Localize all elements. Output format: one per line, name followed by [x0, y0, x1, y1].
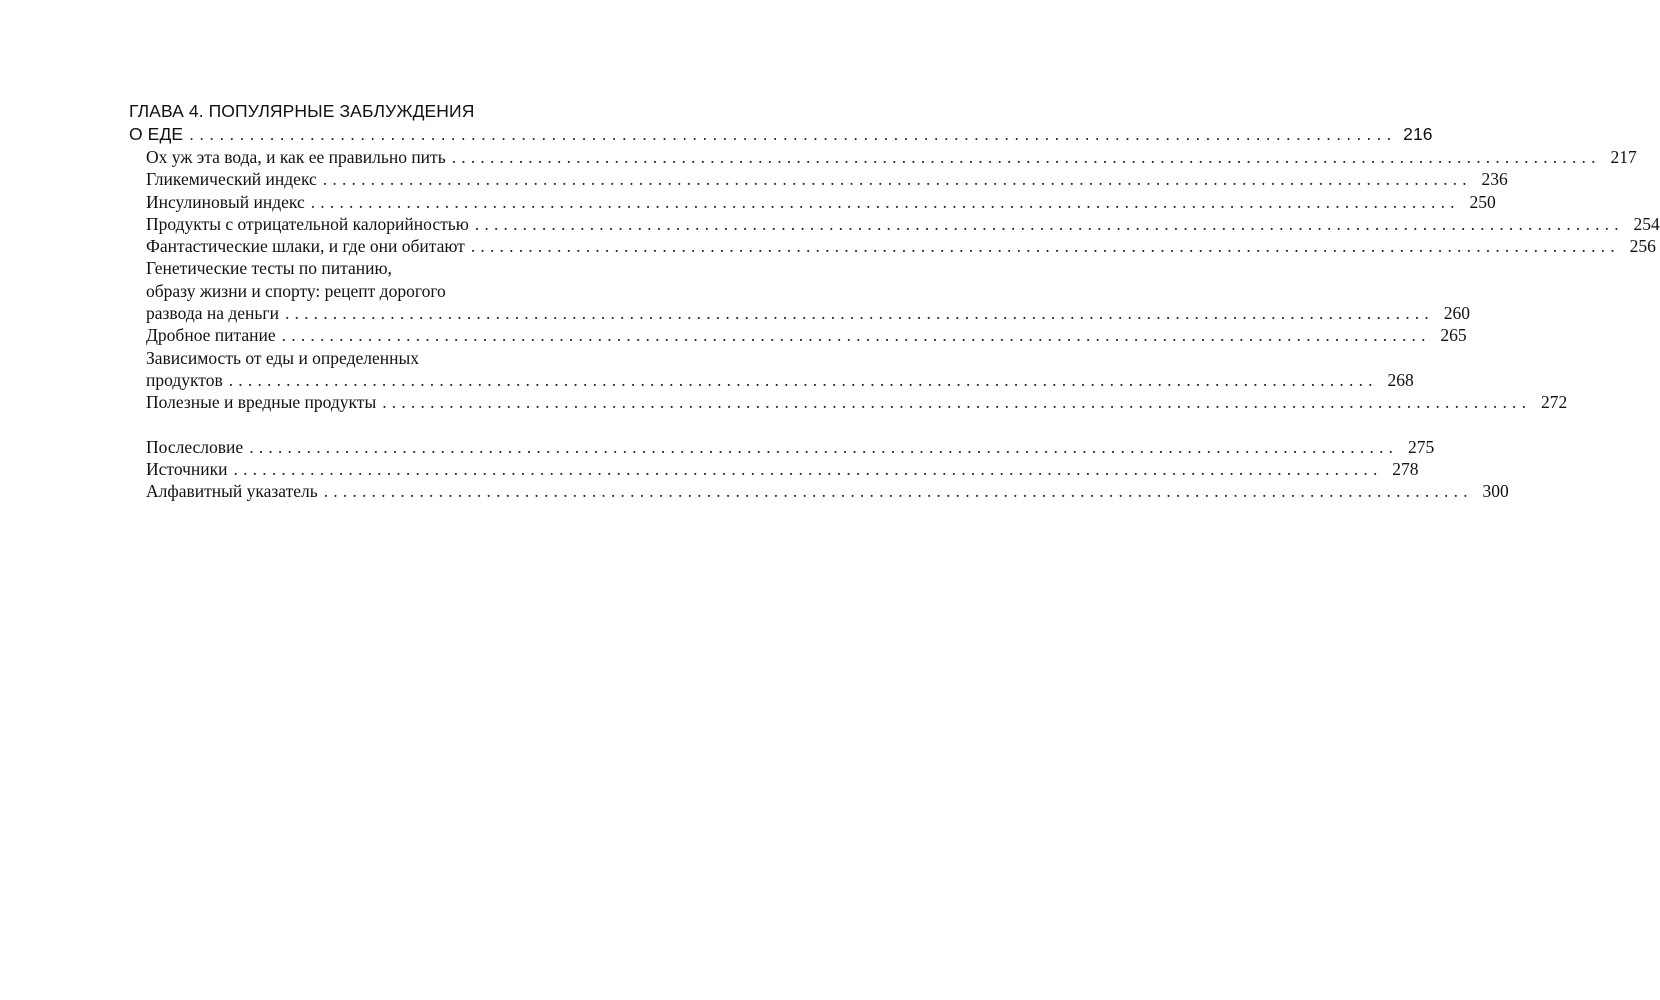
- dot-leader: ........................................................................................................................: [233, 458, 1383, 479]
- dot-leader: ........................................................................................................................: [474, 213, 1624, 234]
- dot-leader: ........................................................................................................................: [470, 236, 1620, 257]
- toc-page-number: 268: [1387, 369, 1414, 390]
- dot-leader: ........................................................................................................................: [189, 124, 1397, 144]
- toc-entry-title: продуктов: [146, 369, 223, 390]
- toc-entry-title: Продукты с отрицательной калорийностью: [146, 213, 469, 234]
- toc-entry[interactable]: [129, 369, 1414, 391]
- toc-entry[interactable]: [129, 458, 1419, 480]
- section-gap: [129, 414, 563, 436]
- toc-page-number: 300: [1482, 481, 1509, 502]
- chapter-title-line1: ГЛАВА 4. ПОПУЛЯРНЫЕ ЗАБЛУЖДЕНИЯ: [129, 101, 475, 121]
- toc-entry-line: Генетические тесты по питанию,: [146, 258, 392, 279]
- toc-page-number: 275: [1407, 436, 1435, 457]
- toc-entry-title: Гликемический индекс: [146, 169, 317, 190]
- dot-leader: ........................................................................................................................: [382, 392, 1532, 413]
- toc-entry-title: Источники: [146, 458, 228, 479]
- chapter-title-row: [129, 123, 1433, 146]
- toc-entry-title: Алфавитный указатель: [146, 481, 318, 502]
- dot-leader: ........................................................................................................................: [310, 191, 1460, 212]
- dot-leader: ........................................................................................................................: [249, 436, 1399, 457]
- toc-page-number: 254: [1633, 213, 1660, 234]
- toc-entry[interactable]: [129, 480, 1509, 502]
- toc-entry[interactable]: [129, 391, 1568, 413]
- toc-page-number: 256: [1629, 236, 1656, 257]
- dot-leader: ........................................................................................................................: [228, 369, 1378, 390]
- dot-leader: ........................................................................................................................: [281, 325, 1431, 346]
- dot-leader: ........................................................................................................................: [284, 303, 1434, 324]
- toc-page-number: 236: [1481, 169, 1508, 190]
- chapter-page-number: 216: [1403, 124, 1433, 144]
- toc-page-number: 217: [1610, 147, 1637, 167]
- toc-entry-title: Ох уж эта вода, и как ее правильно пить: [146, 147, 446, 167]
- toc-entry-line: Зависимость от еды и определенных: [146, 347, 419, 368]
- dot-leader: ........................................................................................................................: [451, 147, 1601, 167]
- toc-page-number: 250: [1469, 191, 1496, 212]
- toc-entry-title: Полезные и вредные продукты: [146, 392, 377, 413]
- toc-page-number: 260: [1443, 303, 1470, 324]
- toc-entry[interactable]: [129, 302, 1470, 324]
- toc-entry[interactable]: [129, 324, 1467, 346]
- back-matter-entries: [129, 436, 1509, 503]
- toc-entry[interactable]: [129, 235, 1656, 257]
- dot-leader: ........................................................................................................................: [323, 481, 1473, 502]
- toc-entry-line: образу жизни и спорту: рецепт дорогого: [146, 280, 446, 301]
- toc-entry[interactable]: [129, 213, 1660, 235]
- toc-entry[interactable]: [129, 146, 1637, 168]
- toc-entry-title: Дробное питание: [146, 325, 276, 346]
- chapter-entries: [129, 146, 1660, 414]
- toc-entry-title: развода на деньги: [146, 303, 279, 324]
- toc-entry-title: Фантастические шлаки, и где они обитают: [146, 236, 465, 257]
- toc-entry[interactable]: [129, 191, 1496, 213]
- toc-entry-title: Послесловие: [146, 436, 244, 457]
- toc-entry[interactable]: [129, 436, 1435, 458]
- toc-page-number: 272: [1540, 392, 1568, 413]
- chapter-title-line2: О ЕДЕ: [129, 124, 184, 144]
- toc-entry-title: Инсулиновый индекс: [146, 191, 305, 212]
- dot-leader: ........................................................................................................................: [322, 169, 1472, 190]
- toc-page-number: 278: [1392, 458, 1419, 479]
- toc-page-number: 265: [1440, 325, 1467, 346]
- toc-entry[interactable]: [129, 168, 1508, 190]
- table-of-contents: [129, 100, 1660, 502]
